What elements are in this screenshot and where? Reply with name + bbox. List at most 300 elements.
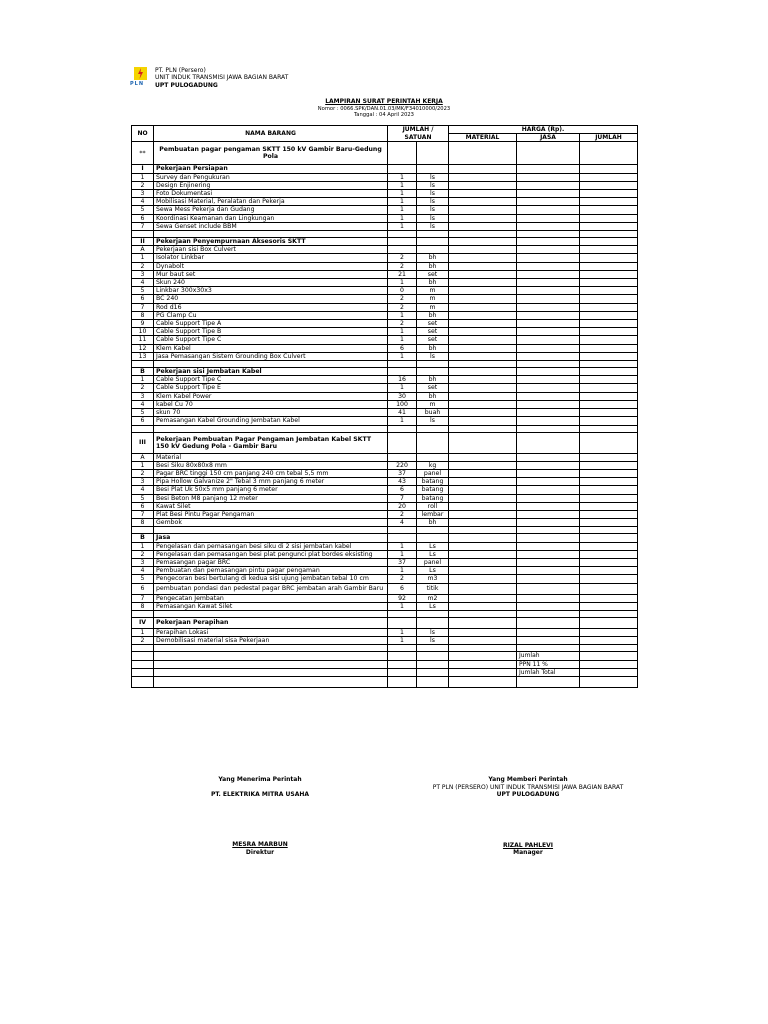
subsection-no: A [132, 453, 154, 461]
price-jasa [517, 320, 580, 328]
section-row [132, 238, 638, 246]
table-row [132, 583, 638, 594]
price-jumlah [580, 637, 638, 645]
item-name: Plat Besi Pintu Pagar Pengaman [154, 510, 388, 518]
blank-row [132, 361, 638, 368]
empty-cell [154, 668, 388, 676]
item-unit: Ls [417, 550, 449, 558]
item-no: 5 [132, 575, 154, 583]
item-name: Pengecoran besi bertulang di kedua sisi ujung jembatan tebal 10 cm [154, 575, 388, 583]
item-qty: 1 [388, 542, 417, 550]
price-jasa [517, 478, 580, 486]
project-no: ** [132, 142, 154, 165]
blank-cell [449, 527, 517, 534]
item-no: 2 [132, 637, 154, 645]
item-name: kabel Cu 70 [154, 400, 388, 408]
price-material [449, 214, 517, 222]
qty-cell [388, 617, 417, 628]
blank-cell [449, 425, 517, 432]
price-material [449, 344, 517, 352]
price-jumlah [580, 165, 638, 173]
item-qty: 37 [388, 469, 417, 477]
price-material [449, 352, 517, 360]
right-company-1: PT PLN (PERSERO) UNIT INDUK TRANSMISI JAWA BAGIAN BARAT [432, 783, 624, 791]
item-no: 2 [132, 469, 154, 477]
unit-cell [417, 534, 449, 542]
item-unit: bh [417, 279, 449, 287]
table-row [132, 510, 638, 518]
table-row [132, 190, 638, 198]
price-jumlah [580, 628, 638, 636]
price-material [449, 254, 517, 262]
price-jumlah [580, 558, 638, 566]
item-no: 2 [132, 262, 154, 270]
item-unit: bh [417, 311, 449, 319]
item-qty: 1 [388, 206, 417, 214]
empty-cell [449, 676, 517, 687]
table-row [132, 344, 638, 352]
price-jasa [517, 328, 580, 336]
header-harga: HARGA (Rp). [449, 126, 638, 134]
left-company: PT. ELEKTRIKA MITRA USAHA [210, 790, 310, 798]
item-unit: bh [417, 392, 449, 400]
item-name: Linkbar 300x30x3 [154, 287, 388, 295]
summary-row [132, 668, 638, 676]
item-name: Pemasangan pagar BRC [154, 558, 388, 566]
price-jumlah [580, 279, 638, 287]
item-no: 2 [132, 550, 154, 558]
price-jumlah [580, 510, 638, 518]
price-jumlah [580, 575, 638, 583]
item-unit: m [417, 295, 449, 303]
table-row [132, 542, 638, 550]
price-material [449, 206, 517, 214]
unit-cell [417, 142, 449, 165]
item-qty: 220 [388, 461, 417, 469]
summary-label: Jumlah Total [517, 668, 580, 676]
section-no: III [132, 432, 154, 453]
item-unit: ls [417, 222, 449, 230]
blank-cell [417, 645, 449, 652]
price-jasa [517, 279, 580, 287]
price-material [449, 400, 517, 408]
price-jasa [517, 246, 580, 254]
blank-cell [580, 231, 638, 238]
empty-cell [449, 668, 517, 676]
item-qty: 1 [388, 181, 417, 189]
price-material [449, 502, 517, 510]
qty-cell [388, 142, 417, 165]
price-jasa [517, 165, 580, 173]
item-qty: 2 [388, 303, 417, 311]
price-material [449, 246, 517, 254]
item-unit: lembar [417, 510, 449, 518]
section-no: B [132, 534, 154, 542]
table-row [132, 320, 638, 328]
table-row [132, 478, 638, 486]
price-jasa [517, 336, 580, 344]
company-line-2: UNIT INDUK TRANSMISI JAWA BAGIAN BARAT [155, 74, 289, 82]
price-material [449, 303, 517, 311]
price-material [449, 376, 517, 384]
blank-cell [417, 610, 449, 617]
section-title: Pekerjaan Persiapan [154, 165, 388, 173]
item-name: Cable Support Tipe A [154, 320, 388, 328]
item-no: 5 [132, 206, 154, 214]
summary-value [580, 652, 638, 660]
blank-cell [417, 425, 449, 432]
section-no: B [132, 368, 154, 376]
empty-cell [417, 652, 449, 660]
price-material [449, 602, 517, 610]
summary-value [580, 668, 638, 676]
price-jasa [517, 417, 580, 425]
empty-cell [517, 676, 580, 687]
table-row [132, 270, 638, 278]
table-row [132, 594, 638, 602]
price-jumlah [580, 550, 638, 558]
signature-left [180, 776, 340, 856]
item-unit: m3 [417, 575, 449, 583]
item-qty: 1 [388, 602, 417, 610]
subsection-row [132, 453, 638, 461]
price-jasa [517, 494, 580, 502]
item-no: 11 [132, 336, 154, 344]
item-no: 5 [132, 409, 154, 417]
item-name: Survey dan Pengukuran [154, 173, 388, 181]
table-row [132, 303, 638, 311]
price-material [449, 198, 517, 206]
price-jumlah [580, 602, 638, 610]
item-name: Skun 240 [154, 279, 388, 287]
item-no: 1 [132, 542, 154, 550]
price-jasa [517, 368, 580, 376]
price-jasa [517, 567, 580, 575]
item-qty: 1 [388, 279, 417, 287]
item-unit: Ls [417, 602, 449, 610]
item-name: Rod d16 [154, 303, 388, 311]
pln-logo [130, 67, 152, 91]
item-no: 5 [132, 287, 154, 295]
section-no: I [132, 165, 154, 173]
price-jasa [517, 344, 580, 352]
price-jumlah [580, 502, 638, 510]
item-no: 6 [132, 214, 154, 222]
section-title: Pekerjaan Perapihan [154, 617, 388, 628]
item-unit: m [417, 287, 449, 295]
item-no: 6 [132, 295, 154, 303]
item-qty: 2 [388, 262, 417, 270]
table-row [132, 173, 638, 181]
item-unit: ls [417, 637, 449, 645]
price-material [449, 368, 517, 376]
subsection-row [132, 246, 638, 254]
price-material [449, 142, 517, 165]
document-title-block [0, 99, 768, 119]
price-jasa [517, 486, 580, 494]
price-material [449, 494, 517, 502]
summary-row [132, 660, 638, 668]
unit-cell [417, 432, 449, 453]
empty-cell [417, 676, 449, 687]
item-name: Jasa Pemasangan Sistem Grounding Box Culvert [154, 352, 388, 360]
item-name: Pipa Hollow Galvanize 2" Tebal 3 mm panjang 6 meter [154, 478, 388, 486]
empty-cell [132, 676, 154, 687]
item-no: 3 [132, 270, 154, 278]
item-unit: roll [417, 502, 449, 510]
item-no: 1 [132, 376, 154, 384]
empty-cell [580, 676, 638, 687]
price-material [449, 550, 517, 558]
item-qty: 6 [388, 583, 417, 594]
table-row [132, 575, 638, 583]
price-jumlah [580, 328, 638, 336]
price-material [449, 238, 517, 246]
blank-cell [517, 231, 580, 238]
blank-cell [580, 610, 638, 617]
item-name: Demobilisasi material sisa Pekerjaan [154, 637, 388, 645]
blank-cell [449, 645, 517, 652]
empty-cell [449, 660, 517, 668]
item-unit: set [417, 270, 449, 278]
item-qty: 1 [388, 336, 417, 344]
item-name: Kawat Silet [154, 502, 388, 510]
item-name: Cable Support Tipe B [154, 328, 388, 336]
price-jumlah [580, 320, 638, 328]
table-row [132, 392, 638, 400]
section-title: Jasa [154, 534, 388, 542]
blank-cell [517, 425, 580, 432]
item-name: Perapihan Lokasi [154, 628, 388, 636]
item-qty: 41 [388, 409, 417, 417]
item-no: 3 [132, 190, 154, 198]
subsection-title: Pekerjaan sisi Box Culvert [154, 246, 388, 254]
blank-cell [132, 610, 154, 617]
price-jasa [517, 384, 580, 392]
item-name: Besi Plat Uk 50x5 mm panjang 6 meter [154, 486, 388, 494]
item-name: Design Enjinering [154, 181, 388, 189]
blank-cell [154, 645, 388, 652]
item-no: 1 [132, 254, 154, 262]
item-unit: ls [417, 628, 449, 636]
blank-cell [388, 361, 417, 368]
item-qty: 92 [388, 594, 417, 602]
price-material [449, 311, 517, 319]
item-qty: 2 [388, 254, 417, 262]
document-number: Nomor : 0066.SPK/DAN.01.03/MK/F34010000/2023 [317, 105, 451, 112]
left-signer-title: Direktur [245, 848, 275, 856]
price-material [449, 165, 517, 173]
item-unit: ls [417, 214, 449, 222]
price-material [449, 461, 517, 469]
price-material [449, 453, 517, 461]
unit-cell [417, 617, 449, 628]
item-unit: m [417, 400, 449, 408]
item-qty: 1 [388, 550, 417, 558]
table-row [132, 198, 638, 206]
item-no: 9 [132, 320, 154, 328]
item-qty: 1 [388, 311, 417, 319]
item-no: 3 [132, 392, 154, 400]
price-jumlah [580, 287, 638, 295]
price-jumlah [580, 486, 638, 494]
price-jasa [517, 583, 580, 594]
item-unit: ls [417, 181, 449, 189]
empty-cell [388, 652, 417, 660]
item-no: 3 [132, 478, 154, 486]
table-row [132, 400, 638, 408]
summary-value [580, 660, 638, 668]
signature-right [420, 776, 636, 857]
item-qty: 1 [388, 198, 417, 206]
section-title: Pekerjaan sisi Jembatan Kabel [154, 368, 388, 376]
item-unit: ls [417, 206, 449, 214]
work-order-table [131, 125, 638, 688]
price-material [449, 432, 517, 453]
price-jasa [517, 510, 580, 518]
item-unit: panel [417, 558, 449, 566]
table-row [132, 628, 638, 636]
table-row [132, 469, 638, 477]
item-unit: batang [417, 478, 449, 486]
item-no: 13 [132, 352, 154, 360]
item-name: Pagar BRC tinggi 150 cm panjang 240 cm tebal 5,5 mm [154, 469, 388, 477]
section-title: Pekerjaan Pembuatan Pagar Pengaman Jembatan Kabel SKTT 150 kV Gedung Pola - Gambir Baru [154, 432, 388, 453]
blank-cell [517, 527, 580, 534]
price-material [449, 628, 517, 636]
item-no: 12 [132, 344, 154, 352]
section-row [132, 617, 638, 628]
price-jasa [517, 311, 580, 319]
price-jumlah [580, 567, 638, 575]
header-satuan: SATUAN [388, 134, 449, 142]
right-signer-title: Manager [513, 849, 543, 856]
section-row [132, 534, 638, 542]
blank-row [132, 231, 638, 238]
table-row [132, 336, 638, 344]
item-qty: 1 [388, 628, 417, 636]
price-jasa [517, 206, 580, 214]
price-jumlah [580, 583, 638, 594]
item-name: Cable Support Tipe C [154, 336, 388, 344]
price-jasa [517, 594, 580, 602]
item-name: Besi Beton M8 panjang 12 meter [154, 494, 388, 502]
price-jumlah [580, 198, 638, 206]
item-no: 2 [132, 181, 154, 189]
price-jasa [517, 550, 580, 558]
item-no: 8 [132, 311, 154, 319]
item-no: 6 [132, 583, 154, 594]
item-name: Cable Support Tipe E [154, 384, 388, 392]
price-jasa [517, 432, 580, 453]
item-qty: 43 [388, 478, 417, 486]
item-name: Pengecatan Jembatan [154, 594, 388, 602]
item-no: 4 [132, 198, 154, 206]
price-jumlah [580, 469, 638, 477]
price-jumlah [580, 352, 638, 360]
price-jumlah [580, 270, 638, 278]
price-jasa [517, 502, 580, 510]
item-unit: ls [417, 352, 449, 360]
price-jasa [517, 190, 580, 198]
table-row [132, 417, 638, 425]
summary-label: PPN 11 % [517, 660, 580, 668]
table-row [132, 602, 638, 610]
item-name: Pemasangan Kabel Grounding Jembatan Kabel [154, 417, 388, 425]
empty-cell [154, 652, 388, 660]
item-qty: 2 [388, 295, 417, 303]
item-qty: 1 [388, 417, 417, 425]
item-unit: ls [417, 190, 449, 198]
price-jasa [517, 461, 580, 469]
item-qty: 1 [388, 567, 417, 575]
table-row [132, 637, 638, 645]
item-name: Pemasangan Kawat Silet [154, 602, 388, 610]
qty-cell [388, 368, 417, 376]
table-end-row [132, 676, 638, 687]
blank-cell [517, 645, 580, 652]
qty-cell [388, 165, 417, 173]
item-name: Sewa Mess Pekerja dan Gudang [154, 206, 388, 214]
price-jumlah [580, 409, 638, 417]
table-row [132, 295, 638, 303]
blank-cell [132, 527, 154, 534]
price-jasa [517, 173, 580, 181]
price-jasa [517, 409, 580, 417]
item-qty: 1 [388, 214, 417, 222]
qty-cell [388, 238, 417, 246]
item-unit: ls [417, 173, 449, 181]
blank-cell [449, 231, 517, 238]
price-jasa [517, 617, 580, 628]
empty-cell [388, 668, 417, 676]
table-row [132, 409, 638, 417]
price-material [449, 519, 517, 527]
left-signer-name: MESRA MARBUN [232, 841, 288, 848]
unit-cell [417, 368, 449, 376]
price-jumlah [580, 222, 638, 230]
price-jumlah [580, 494, 638, 502]
item-name: Pengelasan dan pemasangan besi siku di 2 sisi jembatan kabel [154, 542, 388, 550]
price-jumlah [580, 254, 638, 262]
empty-cell [132, 660, 154, 668]
item-unit: set [417, 336, 449, 344]
table-row [132, 494, 638, 502]
item-name: Koordinasi Keamanan dan Lingkungan [154, 214, 388, 222]
table-row [132, 376, 638, 384]
blank-cell [154, 425, 388, 432]
item-no: 8 [132, 519, 154, 527]
price-jumlah [580, 453, 638, 461]
price-jumlah [580, 238, 638, 246]
price-jasa [517, 519, 580, 527]
table-body [132, 142, 638, 688]
price-jumlah [580, 478, 638, 486]
price-material [449, 295, 517, 303]
price-material [449, 637, 517, 645]
price-jumlah [580, 368, 638, 376]
price-jumlah [580, 534, 638, 542]
header-material: MATERIAL [449, 134, 517, 142]
blank-cell [580, 645, 638, 652]
price-jumlah [580, 181, 638, 189]
price-jumlah [580, 311, 638, 319]
item-qty: 2 [388, 575, 417, 583]
item-unit: bh [417, 262, 449, 270]
table-row [132, 550, 638, 558]
item-name: Sewa Genset include BBM [154, 222, 388, 230]
item-qty: 1 [388, 352, 417, 360]
